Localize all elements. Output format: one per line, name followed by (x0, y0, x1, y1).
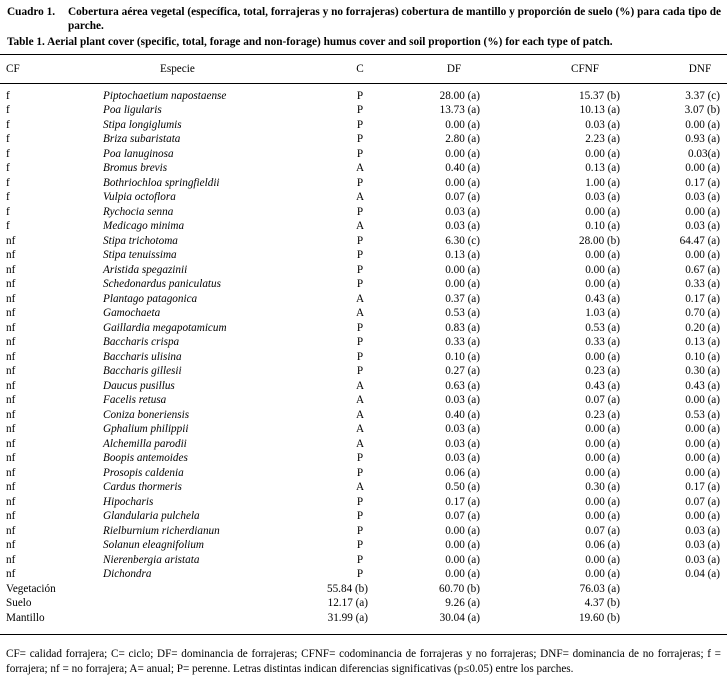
cell-cfnf: 0.00 (a) (585, 423, 620, 435)
cell-cycle: P (356, 147, 364, 160)
cell-cfnf: 0.00 (a) (585, 568, 620, 580)
cell-dnf: 0.03 (a) (685, 539, 720, 551)
table-row (0, 89, 727, 104)
table-row (0, 335, 727, 350)
cell-species: Gamochaeta (103, 307, 161, 319)
cell-species: Baccharis crispa (103, 336, 180, 348)
cell-cf: nf (6, 336, 16, 348)
cell-species: Stipa longiglumis (103, 118, 182, 131)
cell-cycle: P (356, 336, 364, 348)
cell-species: Hipocharis (103, 495, 154, 508)
cell-cfnf: 28.00 (b) (578, 234, 620, 247)
table-top-rule (0, 54, 727, 55)
cell-cfnf: 0.00 (a) (585, 147, 620, 160)
cell-species: Prosopis caldenia (103, 466, 184, 479)
caption-spanish-label: Cuadro 1. (7, 6, 56, 18)
cell-df: 0.03 (a) (445, 452, 480, 464)
cell-cfnf: 0.23 (a) (585, 408, 620, 421)
cell-cfnf: 0.00 (a) (585, 553, 620, 566)
cell-cfnf: 0.03 (a) (585, 118, 620, 131)
cell-cycle: P (356, 524, 364, 537)
table-row (0, 263, 727, 278)
cell-cfnf: 10.13 (a) (579, 104, 620, 116)
cell-cfnf: 0.00 (a) (585, 350, 620, 363)
cell-cf: nf (6, 568, 16, 580)
cell-df: 0.53 (a) (445, 307, 480, 319)
cell-dnf: 3.07 (b) (684, 104, 720, 116)
cell-cf: nf (6, 350, 16, 363)
table-row (0, 408, 727, 423)
cell-df: 0.00 (a) (445, 176, 480, 189)
cell-cycle: P (356, 205, 364, 218)
table-row (0, 350, 727, 365)
cell-df: 0.17 (a) (445, 495, 480, 508)
header-df: DF (446, 63, 462, 75)
cell-cf: nf (6, 278, 16, 290)
cell-cycle: A (355, 408, 365, 421)
table-row (0, 292, 727, 307)
cell-cycle: P (356, 510, 364, 522)
totals-label: Mantillo (6, 611, 45, 624)
totals-dnf: 19.60 (b) (578, 611, 620, 624)
table-row (0, 103, 727, 118)
cell-dnf: 0.17 (a) (685, 481, 720, 493)
table-row (0, 132, 727, 147)
cell-dnf: 0.07 (a) (685, 495, 720, 508)
header-cfnf: CFNF (571, 63, 599, 75)
cell-cycle: P (356, 466, 364, 479)
cell-cfnf: 0.00 (a) (585, 495, 620, 508)
cell-cf: nf (6, 394, 16, 406)
caption-english: Table 1. Aerial plant cover (specific, total, forage and non-forage) humus cover and soil proportion (%) for each type of patch. (7, 36, 613, 48)
cell-cfnf: 0.00 (a) (585, 263, 620, 276)
cell-species: Daucus pusillus (103, 379, 175, 392)
cell-cf: nf (6, 321, 16, 334)
cell-df: 0.06 (a) (445, 466, 480, 479)
cell-dnf: 0.00 (a) (685, 510, 720, 522)
table-row (0, 437, 727, 452)
table-row (0, 538, 727, 553)
cell-cfnf: 0.13 (a) (585, 162, 620, 174)
cell-dnf: 0.30 (a) (685, 365, 720, 377)
cell-dnf: 0.17 (a) (685, 292, 720, 305)
cell-cycle: A (355, 423, 365, 435)
cell-cycle: A (355, 394, 365, 406)
cell-cycle: P (356, 350, 364, 363)
cell-species: Cardus thormeris (103, 481, 182, 493)
cell-df: 0.40 (a) (445, 408, 480, 421)
totals-row (0, 611, 727, 626)
cell-cf: nf (6, 263, 16, 276)
totals-cfnf: 60.70 (b) (438, 582, 480, 595)
cell-df: 0.00 (a) (445, 568, 480, 580)
cell-dnf: 0.67 (a) (685, 263, 720, 276)
cell-df: 0.03 (a) (445, 394, 480, 406)
cell-dnf: 0.20 (a) (685, 321, 720, 334)
cell-df: 0.40 (a) (445, 162, 480, 174)
cell-cfnf: 0.00 (a) (585, 510, 620, 522)
cell-dnf: 0.03 (a) (685, 553, 720, 566)
table-row (0, 248, 727, 263)
cell-species: Poa ligularis (103, 104, 162, 116)
totals-label: Vegetación (6, 582, 56, 595)
cell-dnf: 0.00 (a) (685, 162, 720, 174)
cell-cf: nf (6, 524, 16, 537)
cell-df: 6.30 (c) (445, 234, 480, 247)
cell-species: Coniza boneriensis (103, 408, 190, 421)
cell-df: 0.00 (a) (445, 553, 480, 566)
totals-dnf: 76.03 (a) (579, 582, 620, 595)
table-row (0, 277, 727, 292)
table-row (0, 567, 727, 582)
cell-cf: f (6, 220, 10, 232)
cell-cfnf: 0.00 (a) (585, 452, 620, 464)
cell-species: Stipa tenuissima (103, 249, 177, 261)
cell-cycle: P (356, 553, 364, 566)
cell-dnf: 0.03 (a) (685, 191, 720, 203)
cell-cfnf: 0.00 (a) (585, 249, 620, 261)
cell-cf: nf (6, 379, 16, 392)
footnote: CF= calidad forrajera; C= ciclo; DF= dominancia de forrajeras; CFNF= codominancia de forrajeras y no forrajeras; DNF= dominancia de no forrajeras; f = forrajera; nf = no forrajera; A= anual; P= perenne. Letras distintas indican diferencias significativas (p≤0.05) entre los parches. (6, 648, 721, 675)
caption-spanish-text: Cobertura aérea vegetal (específica, total, forrajeras y no forrajeras) cobertura de mantillo y proporción de suelo (%) para cada tipo de parche. (68, 6, 721, 32)
cell-df: 0.50 (a) (445, 481, 480, 493)
cell-cf: f (6, 147, 10, 160)
header-cf: CF (6, 63, 20, 75)
cell-species: Rielburnium richerdianun (103, 524, 220, 537)
cell-cfnf: 15.37 (b) (578, 89, 620, 102)
cell-cfnf: 0.07 (a) (585, 394, 620, 406)
cell-dnf: 0.00 (a) (685, 466, 720, 479)
cell-cf: nf (6, 249, 16, 261)
cell-df: 0.27 (a) (445, 365, 480, 377)
cell-species: Rychocia senna (103, 205, 174, 218)
cell-dnf: 0.03 (a) (685, 524, 720, 537)
table-row (0, 190, 727, 205)
header-species: Especie (160, 63, 195, 75)
cell-df: 0.00 (a) (445, 147, 480, 160)
cell-df: 0.33 (a) (445, 336, 480, 348)
header-dnf: DNF (688, 63, 712, 75)
cell-cf: nf (6, 437, 16, 450)
table-row (0, 364, 727, 379)
cell-cycle: P (356, 249, 364, 261)
cell-species: Nierenbergia aristata (103, 553, 200, 566)
cell-cf: f (6, 191, 10, 203)
cell-cycle: P (356, 176, 364, 189)
totals-df: 12.17 (a) (327, 597, 368, 609)
cell-species: Gaillardia megapotamicum (103, 321, 227, 334)
cell-dnf: 0.00 (a) (685, 394, 720, 406)
cell-dnf: 0.00 (a) (685, 249, 720, 261)
table-row (0, 466, 727, 481)
cell-df: 0.00 (a) (445, 278, 480, 290)
table-row (0, 176, 727, 191)
cell-cfnf: 0.43 (a) (585, 379, 620, 392)
table-row (0, 234, 727, 249)
cell-cycle: P (356, 568, 364, 580)
cell-cf: nf (6, 495, 16, 508)
cell-cfnf: 0.30 (a) (585, 481, 620, 493)
totals-label: Suelo (6, 597, 32, 609)
cell-cf: f (6, 89, 10, 102)
cell-cycle: P (356, 365, 364, 377)
cell-df: 28.00 (a) (439, 89, 480, 102)
cell-cfnf: 0.06 (a) (585, 539, 620, 551)
cell-species: Stipa trichotoma (103, 234, 178, 247)
cell-cf: f (6, 162, 10, 174)
cell-dnf: 0.00 (a) (685, 205, 720, 218)
cell-df: 0.00 (a) (445, 118, 480, 131)
cell-dnf: 0.17 (a) (685, 176, 720, 189)
table-row (0, 205, 727, 220)
cell-cfnf: 0.00 (a) (585, 437, 620, 450)
cell-dnf: 0.13 (a) (685, 336, 720, 348)
cell-species: Poa lanuginosa (103, 147, 174, 160)
cell-dnf: 0.04 (a) (685, 568, 720, 580)
cell-df: 0.83 (a) (445, 321, 480, 334)
cell-cfnf: 0.43 (a) (585, 292, 620, 305)
header-c: C (356, 63, 364, 75)
cell-df: 0.03 (a) (445, 437, 480, 450)
cell-dnf: 0.00 (a) (685, 423, 720, 435)
cell-dnf: 0.33 (a) (685, 278, 720, 290)
cell-species: Bromus brevis (103, 162, 168, 174)
cell-cycle: A (355, 437, 365, 450)
cell-cycle: A (355, 220, 365, 232)
totals-df: 31.99 (a) (327, 611, 368, 624)
cell-dnf: 3.37 (c) (685, 89, 720, 102)
cell-df: 0.10 (a) (445, 350, 480, 363)
cell-cycle: P (356, 234, 364, 247)
totals-cfnf: 9.26 (a) (445, 597, 480, 609)
table-row (0, 161, 727, 176)
cell-species: Medicago minima (103, 220, 185, 232)
table-row (0, 306, 727, 321)
table-row (0, 524, 727, 539)
cell-species: Boopis antemoides (103, 452, 188, 464)
table-row (0, 147, 727, 162)
totals-row (0, 596, 727, 611)
cell-cycle: A (355, 379, 365, 392)
cell-df: 0.13 (a) (445, 249, 480, 261)
table-row (0, 393, 727, 408)
table-row (0, 480, 727, 495)
cell-df: 0.63 (a) (445, 379, 480, 392)
cell-df: 2.80 (a) (445, 133, 480, 145)
cell-df: 13.73 (a) (439, 104, 480, 116)
cell-cycle: P (356, 539, 364, 551)
cell-cf: nf (6, 292, 16, 305)
cell-species: Solanun eleagnifolium (103, 539, 204, 551)
cell-cfnf: 0.00 (a) (585, 278, 620, 290)
table-row (0, 553, 727, 568)
cell-cf: nf (6, 553, 16, 566)
totals-dnf: 4.37 (b) (584, 597, 620, 609)
cell-species: Gphalium philippii (103, 423, 189, 435)
table-row (0, 118, 727, 133)
cell-cf: f (6, 133, 10, 145)
cell-cfnf: 0.23 (a) (585, 365, 620, 377)
cell-cf: nf (6, 481, 16, 493)
cell-dnf: 0.00 (a) (685, 437, 720, 450)
cell-cf: f (6, 176, 10, 189)
cell-species: Facelis retusa (103, 394, 167, 406)
table-bottom-rule (0, 634, 727, 635)
cell-cf: nf (6, 510, 16, 522)
cell-cfnf: 2.23 (a) (585, 133, 620, 145)
cell-species: Alchemilla parodii (103, 437, 187, 450)
table-row (0, 422, 727, 437)
cell-cf: f (6, 118, 10, 131)
cell-dnf: 0.00 (a) (685, 118, 720, 131)
cell-df: 0.03 (a) (445, 423, 480, 435)
cell-species: Plantago patagonica (103, 292, 198, 305)
cell-cfnf: 1.00 (a) (585, 176, 620, 189)
cell-dnf: 0.70 (a) (685, 307, 720, 319)
cell-cf: nf (6, 423, 16, 435)
totals-df: 55.84 (b) (326, 582, 368, 595)
cell-cycle: P (356, 118, 364, 131)
cell-dnf: 0.53 (a) (685, 408, 720, 421)
cell-cf: f (6, 104, 10, 116)
cell-cf: nf (6, 408, 16, 421)
cell-cfnf: 0.07 (a) (585, 524, 620, 537)
totals-row (0, 582, 727, 597)
cell-df: 0.37 (a) (445, 292, 480, 305)
table-row (0, 219, 727, 234)
cell-cycle: P (356, 495, 364, 508)
cell-dnf: 0.93 (a) (685, 133, 720, 145)
cell-cfnf: 0.00 (a) (585, 466, 620, 479)
cell-dnf: 0.10 (a) (685, 350, 720, 363)
cell-cycle: A (355, 292, 365, 305)
cell-species: Vulpia octoflora (103, 191, 176, 203)
cell-df: 0.03 (a) (445, 220, 480, 232)
cell-cycle: P (356, 104, 364, 116)
cell-dnf: 0.43 (a) (685, 379, 720, 392)
cell-cf: nf (6, 307, 16, 319)
cell-df: 0.00 (a) (445, 524, 480, 537)
cell-cfnf: 1.03 (a) (585, 307, 620, 319)
cell-species: Baccharis ulisina (103, 350, 182, 363)
table-row (0, 495, 727, 510)
cell-df: 0.00 (a) (445, 263, 480, 276)
cell-cycle: P (356, 278, 364, 290)
cell-dnf: 64.47 (a) (679, 234, 720, 247)
cell-cycle: P (356, 263, 364, 276)
cell-cf: nf (6, 365, 16, 377)
cell-cycle: A (355, 481, 365, 493)
cell-species: Aristida spegazinii (103, 263, 188, 276)
table-row (0, 509, 727, 524)
cell-dnf: 0.00 (a) (685, 452, 720, 464)
cell-cfnf: 0.10 (a) (585, 220, 620, 232)
header-rule (0, 83, 727, 84)
cell-species: Briza subaristata (103, 133, 181, 145)
caption-spanish (7, 5, 721, 33)
cell-df: 0.07 (a) (445, 510, 480, 522)
cell-df: 0.07 (a) (445, 191, 480, 203)
cell-cfnf: 0.00 (a) (585, 205, 620, 218)
cell-cf: nf (6, 539, 16, 551)
cell-species: Bothriochloa springfieldii (103, 176, 220, 189)
cell-cf: nf (6, 234, 16, 247)
cell-cycle: P (356, 133, 364, 145)
cell-cf: nf (6, 466, 16, 479)
cell-cfnf: 0.53 (a) (585, 321, 620, 334)
cell-df: 0.03 (a) (445, 205, 480, 218)
cell-cycle: P (356, 321, 364, 334)
cell-cfnf: 0.03 (a) (585, 191, 620, 203)
totals-cfnf: 30.04 (a) (439, 611, 480, 624)
cell-cf: f (6, 205, 10, 218)
table-row (0, 451, 727, 466)
cell-species: Piptochaetium napostaense (103, 89, 227, 102)
cell-species: Schedonardus paniculatus (103, 278, 221, 290)
cell-dnf: 0.03 (a) (685, 220, 720, 232)
table-row (0, 321, 727, 336)
cell-cfnf: 0.33 (a) (585, 336, 620, 348)
cell-species: Glandularia pulchela (103, 510, 200, 522)
cell-df: 0.00 (a) (445, 539, 480, 551)
cell-species: Dichondra (103, 568, 152, 580)
cell-cycle: P (356, 89, 364, 102)
table-row (0, 379, 727, 394)
cell-cycle: P (356, 452, 364, 464)
cell-cycle: A (355, 307, 365, 319)
cell-dnf: 0.03(a) (688, 147, 720, 160)
cell-cf: nf (6, 452, 16, 464)
cell-cycle: A (355, 162, 365, 174)
cell-cycle: A (355, 191, 365, 203)
cell-species: Baccharis gillesii (103, 365, 182, 377)
